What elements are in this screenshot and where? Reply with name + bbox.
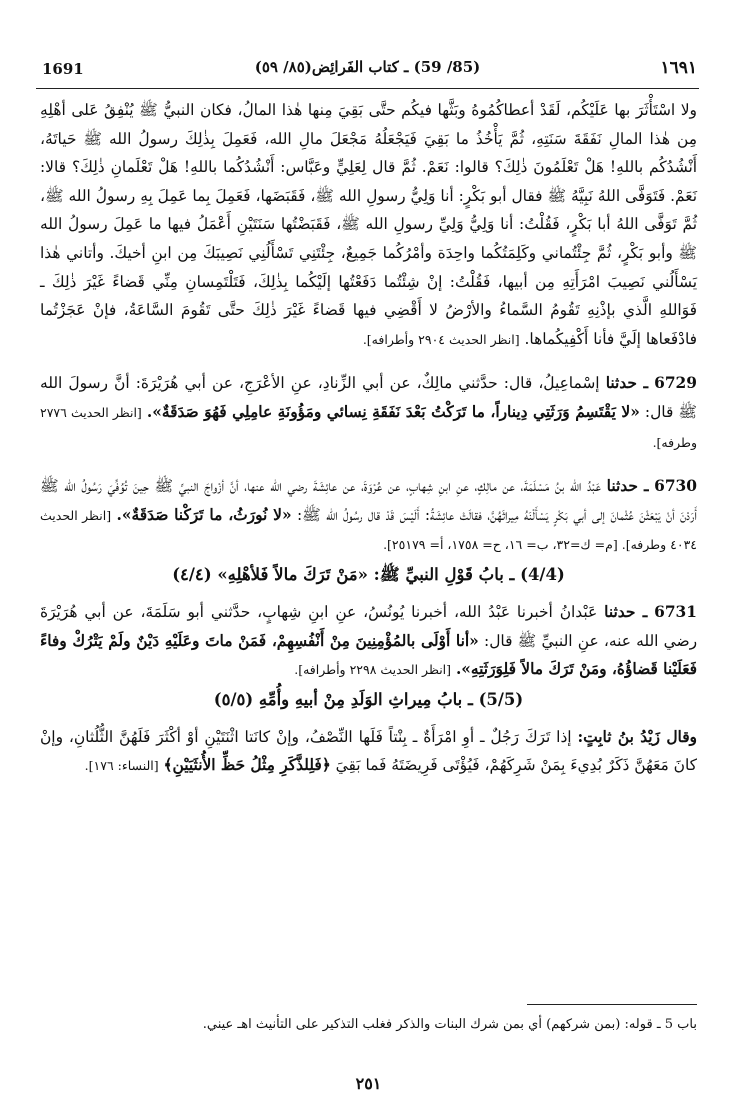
hadith-quote: «لا يَقْتَسِمُ وَرَثَتِي دِيناراً، ما تَرَكْتُ بَعْدَ نَفَقَةِ نِسائي ومَؤُونَةِ عامِلِي فَهُوَ صَدَقَةٌ». bbox=[146, 402, 640, 421]
chapter-heading-5: (5/5) ـ بابُ مِيراثِ الوَلَدِ مِنْ أبيهِ وأُمِّهِ (٥/٥) bbox=[213, 689, 524, 709]
footnote: باب 5 ـ قوله: (بمن شركهم) أي بمن شرك البنات والذكر فغلب التذكير على التأنيث اهـ عيني. bbox=[202, 1017, 697, 1032]
hadith-6730: 6730 ـ حدثنا عَبْدُ الله بنُ مَسْلَمَةَ، عن مالِكٍ، عنِ ابنِ شِهابٍ، عن عُرْوَةَ، عن عائِشَةَ رضي الله عنها، أنَّ أزْواجَ النبيِّ ﷺ حِينَ تُوُفِّيَ رَسُولُ الله ﷺ أَرَدْنَ أنْ يَبْعَثْنَ عُثْمانَ إلى أبي بَكْرٍ يَسْأَلْنَهُ مِيراثَهُنَّ، فقالَتْ عائِشَةُ: أَلَيْسَ قَدْ قال رسُولُ الله ﷺ: «لا نُورَثُ، ما تَرَكْنا صَدَقَةٌ». [انظر الحديث ٤٠٣٤ وطرفه]. [م= ك=٣٢، ب= ١٦، ح= ١٧٥٨، أ= ٢٥١٧٩]. bbox=[40, 477, 697, 553]
page-number-latin: 1691 bbox=[42, 60, 84, 78]
page-number: ٢٥١ bbox=[355, 1074, 382, 1093]
hadith-text: عَبْدانُ أخبرنا عَبْدُ الله، أخبرنا يُونُسُ، عنِ ابنِ شِهابٍ، حدَّثني أبو سَلَمَةَ، عن أبي هُرَيْرَةَ رضي الله عنه، عنِ النبيِّ ﷺ قال: bbox=[40, 602, 698, 650]
page-number-arabic: ١٦٩١ bbox=[660, 58, 697, 78]
quran-ref: [النساء: ١٧٦]. bbox=[84, 758, 159, 774]
hadith-quote: «لا نُورَثُ، ما تَرَكْنا صَدَقَةٌ». bbox=[116, 505, 292, 524]
hadith-number: 6731 bbox=[654, 602, 697, 621]
hadith-ref: [انظر الحديث ٢٢٩٨ وأطرافه]. bbox=[294, 662, 452, 678]
hadith-number: 6730 bbox=[654, 477, 697, 496]
zaid-lead: وقال زَيْدُ بنُ ثابِتٍ: bbox=[577, 727, 697, 746]
hadith-ref: [انظر الحديث ٤٠٣٤ وطرفه]. [م= ك=٣٢، ب= ١٦، ح= ١٧٥٨، أ= ٢٥١٧٩]. bbox=[40, 507, 697, 553]
page-header bbox=[36, 52, 699, 89]
footnote-divider bbox=[527, 1004, 697, 1005]
zaid-statement bbox=[40, 723, 697, 781]
hadith-text: عَبْدُ الله بنُ مَسْلَمَةَ، عن مالِكٍ، عنِ ابنِ شِهابٍ، عن عُرْوَةَ، عن عائِشَةَ رضي الله عنها، أنَّ أزْواجَ النبيِّ ﷺ حِينَ تُوُفِّيَ رَسُولُ الله ﷺ أَرَدْنَ أنْ يَبْعَثْنَ عُثْمانَ إلى أبي بَكْرٍ يَسْأَلْنَهُ مِيراثَهُنَّ، فقالَتْ عائِشَةُ: أَلَيْسَ قَدْ قال رسُولُ الله ﷺ: bbox=[40, 477, 697, 524]
hadith-6729: 6729 ـ حدثنا إسْماعِيلُ، قال: حدَّثني مالِكٌ، عن أبي الزِّنادِ، عنِ الأعْرَجِ، عن أبي هُرَيْرَةَ: أنَّ رسولَ الله ﷺ قال: «لا يَقْتَسِمُ وَرَثَتِي دِيناراً، ما تَرَكْتُ بَعْدَ نَفَقَةِ نِسائي ومَؤُونَةِ عامِلِي فَهُوَ صَدَقَةٌ». [انظر الحديث ٢٧٧٦ وطرفه]. bbox=[40, 374, 697, 450]
hadith-quote: «أنا أَوْلَى بالمُؤْمِنِينَ مِنْ أَنْفُسِهِمْ، فَمَنْ ماتَ وعَلَيْهِ دَيْنٌ ولَمْ يَتْرُكْ وفاءً فَعَلَيْنا قَضاؤُهُ، ومَنْ تَرَكَ مالاً فَلِوَرَثَتِهِ». bbox=[40, 631, 697, 679]
chapter-heading-4: (4/4) ـ بابُ قَوْلِ النبيِّ ﷺ: «مَنْ تَرَكَ مالاً فَلأهْلِهِ» (٤/٤) bbox=[172, 564, 565, 584]
hadith-lead: حدثنا bbox=[605, 374, 637, 393]
hadith-6731: 6731 ـ حدثنا عَبْدانُ أخبرنا عَبْدُ الله، أخبرنا يُونُسُ، عنِ ابنِ شِهابٍ، حدَّثني أبو سَلَمَةَ، عن أبي هُرَيْرَةَ رضي الله عنه، عنِ النبيِّ ﷺ قال: «أنا أَوْلَى بالمُؤْمِنِينَ مِنْ أَنْفُسِهِمْ، فَمَنْ ماتَ وعَلَيْهِ دَيْنٌ ولَمْ يَتْرُكْ وفاءً فَعَلَيْنا قَضاؤُهُ، ومَنْ تَرَكَ مالاً فَلِوَرَثَتِهِ». [انظر الحديث ٢٢٩٨ وأطرافه]. bbox=[40, 602, 698, 679]
hadith-lead: حدثنا bbox=[606, 477, 638, 496]
quran-verse: ﴿فَلِلذَّكَرِ مِثْلُ حَظِّ الأُنثَيَيْنِ﴾ bbox=[163, 756, 331, 775]
hadith-lead: حدثنا bbox=[604, 602, 636, 621]
zaid-text: إذا تَرَكَ رَجُلٌ ـ أوِ امْرَأَةٌ ـ بِنْتاً فَلَها النِّصْفُ، وإنْ كانَتا اثْنَتَيْنِ أوْ أكْثَرَ فَلَهُنَّ الثُّلُثانِ، وإنْ كانَ مَعَهُنَّ ذَكَرٌ بُدِيءَ بِمَنْ شَرِكَهُمْ، فَيُؤْتَى فَرِيضَتَهُ فَما بَقِيَ bbox=[40, 727, 697, 775]
hadith-number: 6729 bbox=[654, 374, 697, 393]
main-text bbox=[40, 96, 697, 781]
hadith-continuation-ref: [انظر الحديث ٢٩٠٤ وأطرافه]. bbox=[362, 331, 520, 347]
hadith-continuation-text: ولا اسْتَأْثَرَ بها عَلَيْكُم، لَقَدْ أعطاكُمُوهُ وبَثَّها فيكُم حتَّى بَقِيَ مِنها هٰذا المالُ، فكان النبيُّ ﷺ يُنْفِقُ عَلى أهْلِهِ مِن هٰذا المالِ نَفَقَةَ سَنَتِهِ، ثُمَّ يَأْخُذُ ما بَقِيَ فَيَجْعَلُهُ مَجْعَلَ مالِ الله، فَعَمِلَ بِذٰلِكَ رسولُ الله ﷺ حَياتَهُ، أَنْشُدُكُم باللهِ! هَلْ تَعْلَمُونَ ذٰلِكَ؟ قالوا: نَعَمْ. ثُمَّ قال لِعَلِيٍّ وعَبَّاس: أَنْشُدُكُما باللهِ! هَلْ تَعْلَمانِ ذٰلِكَ؟ قالا: نَعَمْ. فَتَوَفَّى اللهُ نَبِيَّهُ ﷺ فقال أبو بَكْرٍ: أنا وَلِيُّ رسولِ الله ﷺ، فَقَبَضَها، فَعَمِلَ بِما عَمِلَ بِهِ رسولُ الله ﷺ، ثُمَّ تَوَفَّى اللهُ أبا بَكْرٍ، فَقُلْتُ: أنا وَلِيُّ وَلِيِّ رسولِ الله ﷺ، فَقَبَضْتُها سَنَتَيْنِ أَعْمَلُ فيها ما عَمِلَ رسولُ الله ﷺ وأبو بَكْرٍ، ثُمَّ جِئْتُماني وكَلِمَتُكُما واحِدَة وأمْرُكُما جَمِيعٌ، جِئْتَنِي تَسْأَلُنِي نَصِيبَكَ مِن ابنِ أخيكَ. وأتاني هٰذا يَسْأَلُني نَصِيبَ امْرَأَتِهِ مِن أبيها، فَقُلْتُ: إنْ شِئْتُما دَفَعْتُها إلَيْكُما بِذٰلِكَ، فَتَلْتَمِسانِ مِنِّي قَضاءً غَيْرَ ذٰلِكَ ـ فَوَاللهِ الَّذي بإذْنِهِ تَقُومُ السَّماءُ والأرْضُ لا أَقْضِي فيها قَضاءً غَيْرَ ذٰلِكَ حتَّى تَقُومَ السَّاعَةُ، فإنْ عَجَزْتُما فادْفَعاها إلَيَّ فأنا أَكْفِيكُماها. bbox=[40, 101, 697, 348]
chapter-title: (85/ 59) ـ كتاب الفَرائِض(٨٥/ ٥٩) bbox=[254, 58, 481, 76]
hadith-ref: [انظر الحديث ٢٧٧٦ وطرفه]. bbox=[40, 404, 697, 450]
hadith-continuation bbox=[40, 96, 697, 354]
hadith-text: إسْماعِيلُ، قال: حدَّثني مالِكٌ، عن أبي الزِّنادِ، عنِ الأعْرَجِ، عن أبي هُرَيْرَةَ: أنَّ رسولَ الله ﷺ قال: bbox=[40, 374, 697, 421]
